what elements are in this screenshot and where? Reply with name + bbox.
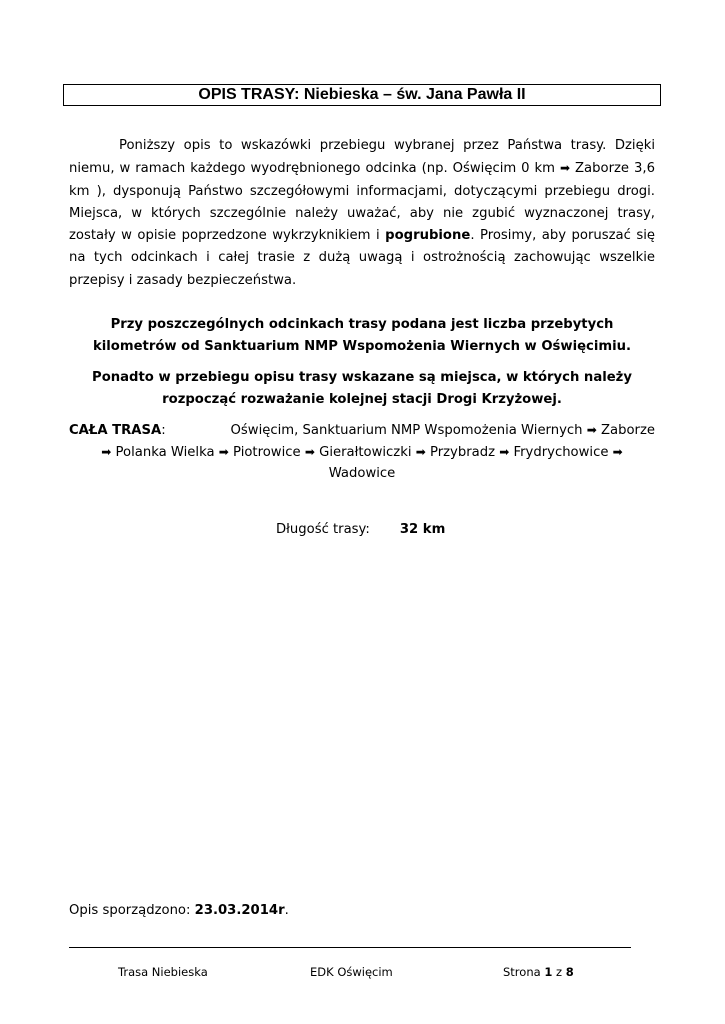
arrow-right-icon: ➡ <box>218 444 229 459</box>
route-stop: Wadowice <box>328 466 396 481</box>
intro-paragraph <box>69 135 655 292</box>
route-stop: Frydrychowice <box>513 444 609 460</box>
kilometers-note: Przy poszczególnych odcinkach trasy podana jest liczba przebytych kilometrów od Sanktuarium NMP Wspomożenia Wiernych w Oświęcimiu. <box>92 317 632 354</box>
route-first-line <box>69 420 655 442</box>
route-stop: Zaborze <box>600 423 655 438</box>
prepared-suffix: . <box>284 903 289 918</box>
prepared-date: 23.03.2014r <box>194 903 285 918</box>
route-length-label: Długość trasy: <box>276 522 370 537</box>
route-stop: Polanka Wielka <box>115 444 215 460</box>
arrow-right-icon: ➡ <box>101 444 112 459</box>
arrow-right-icon: ➡ <box>499 444 510 459</box>
route-label: CAŁA TRASA <box>69 423 162 438</box>
route-third-line <box>69 463 655 485</box>
arrow-right-icon: ➡ <box>415 444 426 459</box>
intro-text-1: Poniższy opis to wskazówki przebiegu wybranej przez Państwa trasy. Dzięki niemu, w ramach każdego wyodrębnionego odcinka (np. Oświęcim 0 km <box>69 138 655 177</box>
route-length <box>276 520 445 540</box>
page-title: OPIS TRASY: Niebieska – św. Jana Pawła II <box>63 84 661 106</box>
route-second-line <box>69 442 655 464</box>
route-colon: : <box>161 423 166 438</box>
route-summary <box>69 420 655 485</box>
footer-page-number <box>503 964 574 980</box>
stations-note: Ponadto w przebiegu opisu trasy wskazane są miejsca, w których należy rozpocząć rozważanie kolejnej stacji Drogi Krzyżowej. <box>92 370 632 407</box>
route-stop: Gierałtowiczki <box>319 444 412 460</box>
arrow-right-icon: ➡ <box>612 444 623 459</box>
intro-bold-word: pogrubione <box>385 228 471 244</box>
intro-text-3: . Prosimy, aby poruszać się na tych odcinkach i całej trasie z dużą uwagą i ostrożnością zachowując wszelkie przepisy i zasady bezpieczeństwa. <box>69 228 655 288</box>
route-length-value: 32 km <box>399 522 446 537</box>
page-prefix: Strona <box>503 965 545 979</box>
arrow-right-icon: ➡ <box>586 423 597 437</box>
arrow-right-icon: ➡ <box>559 161 571 176</box>
route-stop: Przybradz <box>429 444 496 460</box>
prepared-date-line <box>69 901 289 921</box>
route-stop: Piotrowice <box>233 444 301 460</box>
intro-text-2: Zaborze 3,6 km ), dysponują Państwo szczegółowymi informacjami, dotyczącymi przebiegu drogi. Miejsca, w których szczególnie należy uważać, aby nie zgubić wyznaczonej trasy, zostały w opisie poprzedzone wykrzyknikiem i <box>69 161 655 244</box>
footer-divider <box>69 947 631 948</box>
prepared-label: Opis sporządzono: <box>69 903 195 918</box>
footer-route-name: Trasa Niebieska <box>118 965 208 979</box>
page-total: 8 <box>565 965 574 979</box>
route-stop: Oświęcim, Sanktuarium NMP Wspomożenia Wiernych <box>230 423 583 438</box>
arrow-right-icon: ➡ <box>304 444 315 459</box>
page-sep: z <box>552 965 566 979</box>
footer-organizer: EDK Oświęcim <box>310 965 393 979</box>
page-current: 1 <box>544 965 553 979</box>
